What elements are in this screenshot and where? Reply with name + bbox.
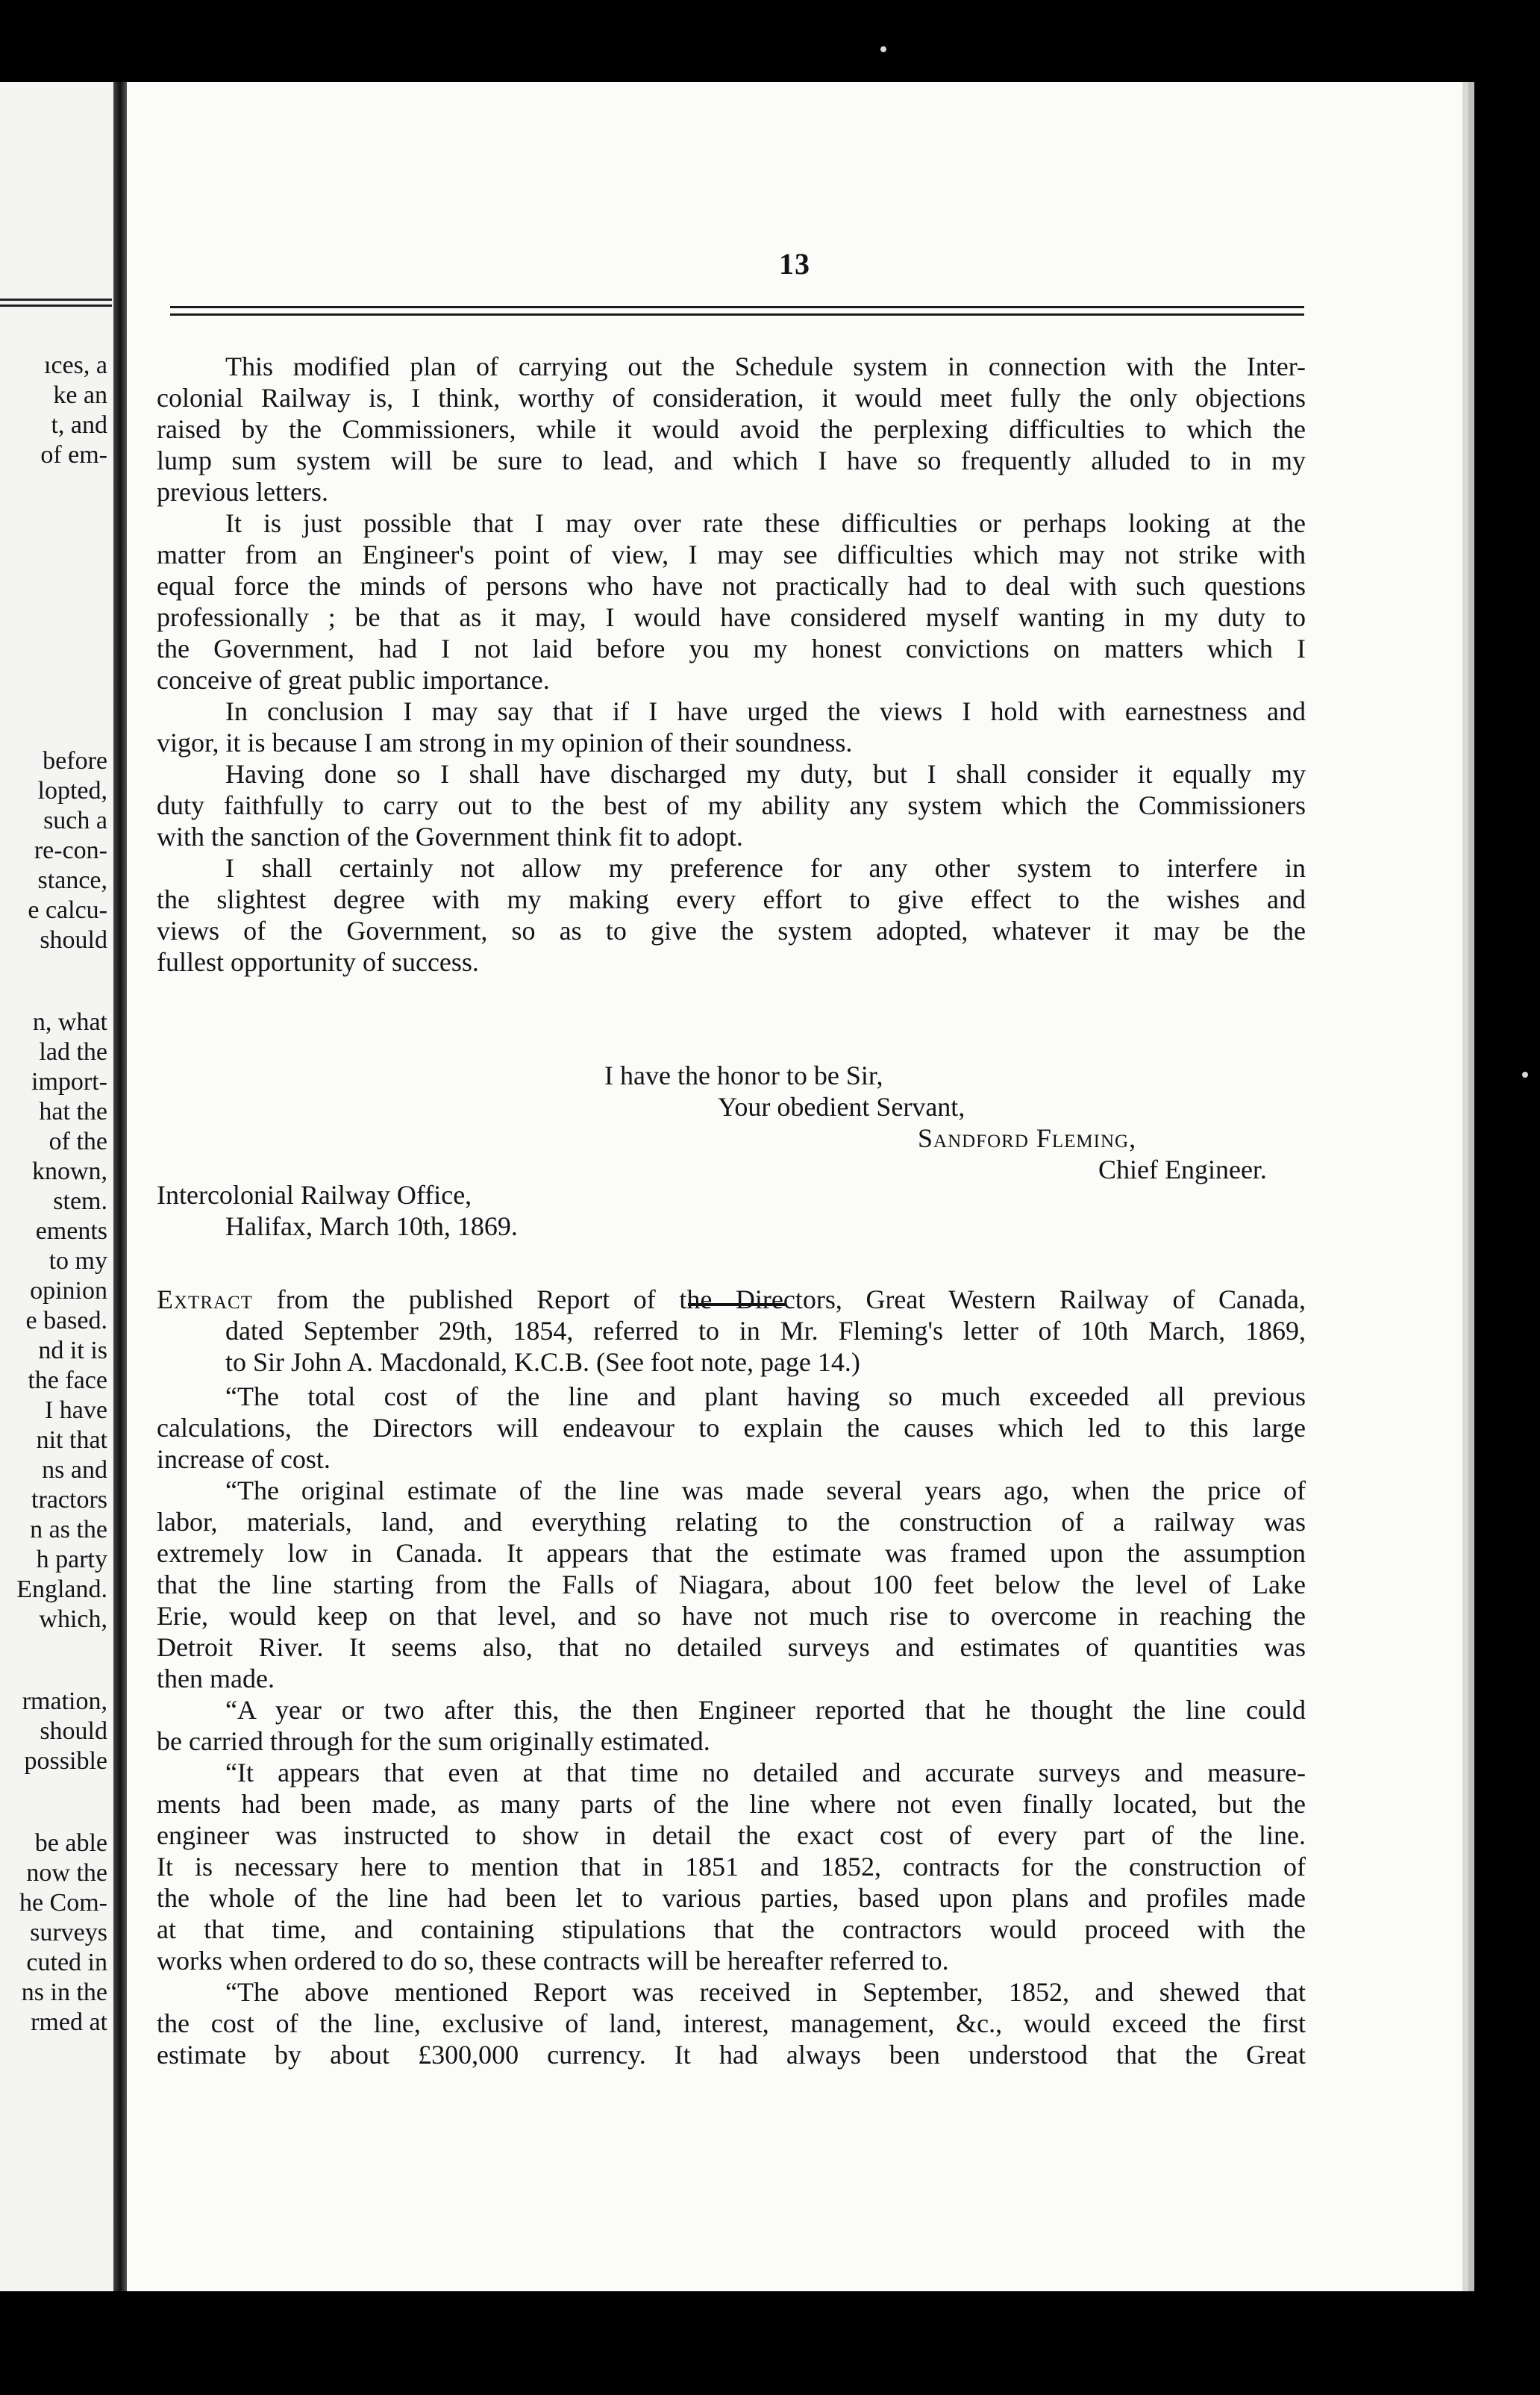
- facing-page-line: the face: [28, 1367, 107, 1394]
- extract-heading-line: [225, 1346, 1306, 1378]
- text-line: with the sanction of the Government think fit to adopt.: [157, 822, 743, 852]
- facing-page-line: of the: [48, 1128, 107, 1155]
- text-line: extremely low in Canada. It appears that the estimate was framed upon the assumption: [157, 1538, 1306, 1568]
- text-line: I shall certainly not allow my preference for any other system to interfere in: [225, 853, 1306, 883]
- text-line: This modified plan of carrying out the Schedule system in connection with the Inter-: [225, 352, 1306, 381]
- facing-page-line: n, what: [32, 1008, 107, 1036]
- facing-page-rule: [0, 305, 112, 307]
- text-line: ments had been made, as many parts of the line where not even finally located, but the: [157, 1789, 1306, 1819]
- text-line: the Government, had I not laid before you my honest convictions on matters which I: [157, 634, 1306, 663]
- facing-page-line: should: [40, 1717, 107, 1745]
- text-line: then made.: [157, 1664, 275, 1693]
- text-line: calculations, the Directors will endeavour to explain the causes which led to this large: [157, 1413, 1306, 1443]
- text-line: conceive of great public importance.: [157, 665, 550, 695]
- scan-speck: [1522, 1072, 1528, 1078]
- facing-page-line: now the: [26, 1859, 107, 1887]
- text-line: at that time, and containing stipulations that the contractors would proceed with the: [157, 1914, 1306, 1944]
- facing-page-line: ıces, a: [44, 352, 107, 379]
- text-line: works when ordered to do so, these contracts will be hereafter referred to.: [157, 1946, 949, 1976]
- facing-page-line: known,: [31, 1158, 107, 1185]
- text-line: labor, materials, land, and everything relating to the construction of a railway was: [157, 1507, 1306, 1537]
- facing-page-line: e calcu-: [28, 896, 107, 924]
- facing-page-line: cuted in: [26, 1949, 107, 1976]
- facing-page-line: tractors: [31, 1486, 107, 1514]
- facing-page-line: before: [43, 747, 107, 775]
- facing-page-rule: [0, 299, 112, 301]
- extract-lead-word: Extract: [157, 1284, 253, 1314]
- facing-page-line: h party: [36, 1546, 107, 1573]
- facing-page-line: lopted,: [37, 777, 107, 805]
- extract-heading-text: from the published Report of the Directors, Great Western Railway of Canada,: [253, 1284, 1306, 1314]
- facing-page-line: ements: [35, 1217, 107, 1245]
- salutation: I have the honor to be Sir,: [604, 1061, 883, 1090]
- text-line: “The above mentioned Report was received in September, 1852, and shewed that: [225, 1977, 1306, 2007]
- text-line: It is necessary here to mention that in 1851 and 1852, contracts for the construction of: [157, 1852, 1306, 1882]
- text-line: Having done so I shall have discharged my duty, but I shall consider it equally my: [225, 759, 1306, 789]
- facing-page-line: stance,: [37, 866, 107, 894]
- text-line: views of the Government, so as to give the system adopted, whatever it may be the: [157, 916, 1306, 946]
- extract-heading-line: [225, 1315, 1306, 1346]
- text-line: the slightest degree with my making every effort to give effect to the wishes and: [157, 884, 1306, 914]
- text-line: duty faithfully to carry out to the best of my ability any system which the Commissioners: [157, 790, 1306, 820]
- text-line: “The original estimate of the line was made several years ago, when the price of: [225, 1476, 1306, 1505]
- text-line: professionally ; be that as it may, I would have considered myself wanting in my duty to: [157, 602, 1306, 632]
- text-line: “The total cost of the line and plant having so much exceeded all previous: [225, 1381, 1306, 1411]
- facing-page-line: e based.: [25, 1307, 107, 1334]
- facing-page: [0, 82, 113, 2291]
- text-line: be carried through for the sum originally estimated.: [157, 1726, 710, 1756]
- facing-page-line: n as the: [30, 1516, 107, 1543]
- facing-page-line: of em-: [40, 441, 107, 469]
- extract-heading-line: [157, 1284, 1306, 1315]
- text-line: It is just possible that I may over rate these difficulties or perhaps looking at the: [225, 508, 1306, 538]
- facing-page-line: such a: [43, 807, 107, 834]
- facing-page-line: possible: [24, 1747, 107, 1775]
- facing-page-line: I have: [44, 1396, 107, 1424]
- text-line: Erie, would keep on that level, and so have not much rise to overcome in reaching the: [157, 1601, 1306, 1631]
- text-line: raised by the Commissioners, while it would avoid the perplexing difficulties to which the: [157, 414, 1306, 444]
- facing-page-line: re-con-: [34, 837, 107, 864]
- text-line: the cost of the line, exclusive of land, interest, management, &c., would exceed the first: [157, 2008, 1306, 2038]
- text-line: that the line starting from the Falls of Niagara, about 100 feet below the level of Lake: [157, 1570, 1306, 1599]
- text-line: equal force the minds of persons who have not practically had to deal with such questions: [157, 571, 1306, 601]
- facing-page-line: to my: [48, 1247, 107, 1275]
- facing-page-line: nit that: [36, 1426, 107, 1454]
- signature-title: Chief Engineer.: [1098, 1155, 1267, 1184]
- facing-page-line: ke an: [53, 381, 107, 409]
- facing-page-line: t, and: [51, 411, 107, 439]
- facing-page-line: he Com-: [19, 1889, 107, 1917]
- office-address: Intercolonial Railway Office,: [157, 1180, 472, 1210]
- facing-page-line: ns and: [42, 1456, 107, 1484]
- facing-page-line: opinion: [30, 1277, 107, 1305]
- facing-page-line: be able: [34, 1829, 107, 1857]
- facing-page-line: import-: [31, 1068, 107, 1096]
- text-line: “A year or two after this, the then Engineer reported that he thought the line could: [225, 1695, 1306, 1725]
- text-line: matter from an Engineer's point of view, I may see difficulties which may not strike with: [157, 540, 1306, 569]
- text-line: engineer was instructed to show in detail the exact cost of every part of the line.: [157, 1820, 1306, 1850]
- scan-speck: [880, 46, 886, 52]
- facing-page-line: stem.: [53, 1187, 107, 1215]
- text-line: increase of cost.: [157, 1444, 331, 1474]
- facing-page-line: rmation,: [22, 1687, 107, 1715]
- place-date: Halifax, March 10th, 1869.: [225, 1211, 518, 1241]
- text-line: Detroit River. It seems also, that no detailed surveys and estimates of quantities was: [157, 1632, 1306, 1662]
- facing-page-line: hat the: [39, 1098, 107, 1125]
- text-line: In conclusion I may say that if I have urged the views I hold with earnestness and: [225, 696, 1306, 726]
- page-number: 13: [779, 247, 810, 281]
- text-line: colonial Railway is, I think, worthy of consideration, it would meet fully the only objections: [157, 383, 1306, 413]
- header-rule: [170, 306, 1304, 308]
- facing-page-line: nd it is: [38, 1337, 107, 1364]
- closing-servant: Your obedient Servant,: [718, 1092, 965, 1122]
- facing-page-line: England.: [16, 1576, 107, 1603]
- facing-page-line: should: [40, 926, 107, 954]
- header-rule: [170, 313, 1304, 316]
- facing-page-line: which,: [39, 1605, 107, 1633]
- facing-page-line: rmed at: [31, 2008, 107, 2036]
- text-line: vigor, it is because I am strong in my opinion of their soundness.: [157, 728, 853, 758]
- text-line: “It appears that even at that time no detailed and accurate surveys and measure-: [225, 1758, 1306, 1787]
- text-line: lump sum system will be sure to lead, and which I have so frequently alluded to in my: [157, 446, 1306, 475]
- signature: Sandford Fleming,: [918, 1123, 1137, 1153]
- text-line: previous letters.: [157, 477, 328, 507]
- facing-page-line: lad the: [39, 1038, 107, 1066]
- facing-page-line: ns in the: [21, 1979, 107, 2006]
- facing-page-line: surveys: [30, 1919, 107, 1946]
- text-line: estimate by about £300,000 currency. It had always been understood that the Great: [157, 2040, 1306, 2070]
- text-line: fullest opportunity of success.: [157, 947, 479, 977]
- book-gutter: [113, 82, 127, 2291]
- text-line: the whole of the line had been let to various parties, based upon plans and profiles made: [157, 1883, 1306, 1913]
- extract-heading-text: to Sir John A. Macdonald, K.C.B. (See foot note, page 14.): [225, 1347, 860, 1377]
- document-page: [127, 82, 1462, 2291]
- extract-heading-text: dated September 29th, 1854, referred to in Mr. Fleming's letter of 10th March, 1869,: [225, 1316, 1306, 1346]
